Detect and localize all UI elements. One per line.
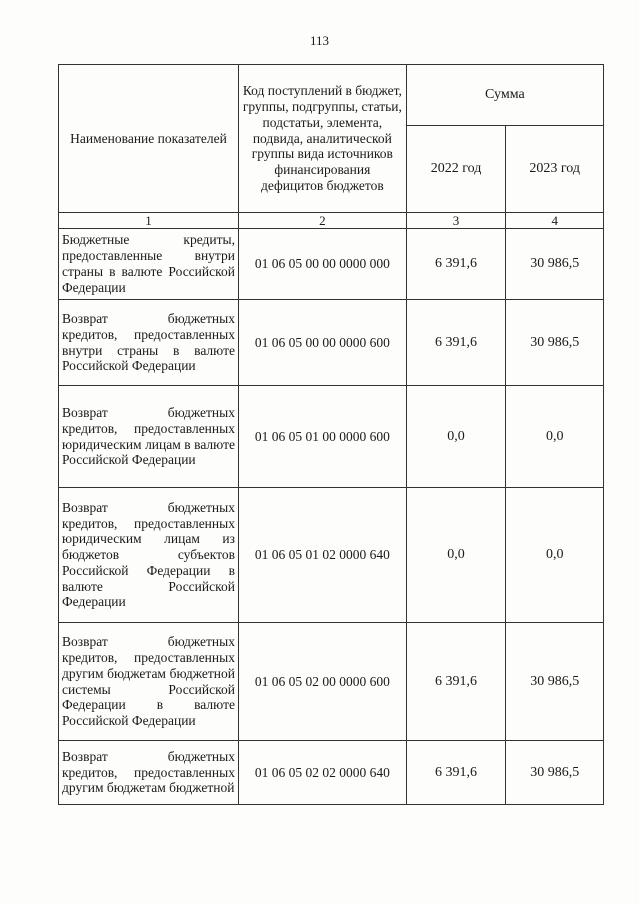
row-name: Возврат бюджетных кредитов, предоставленных другим бюджетам бюджетной системы Российской Федерации в валюте Российской Федерации [59,623,239,741]
table-row [59,623,604,741]
row-code: 01 06 05 02 00 0000 600 [238,623,406,741]
page-number: 113 [309,33,330,48]
table-row [59,300,604,386]
table-row [59,386,604,488]
row-value-2022: 6 391,6 [406,229,506,300]
header-code: Код поступлений в бюджет, группы, подгруппы, статьи, подстатьи, элемента, подвида, аналитической группы вида источников финансирования дефицитов бюджетов [238,65,406,213]
header-year-2022: 2022 год [406,126,506,213]
col-number: 2 [238,213,406,229]
row-code: 01 06 05 01 02 0000 640 [238,488,406,623]
row-name: Возврат бюджетных кредитов, предоставленных внутри страны в валюте Российской Федерации [59,300,239,386]
table-row [59,741,604,805]
row-value-2023: 0,0 [506,386,604,488]
row-value-2022: 0,0 [406,386,506,488]
budget-table [58,64,604,805]
row-value-2023: 0,0 [506,488,604,623]
table-row [59,488,604,623]
row-value-2023: 30 986,5 [506,623,604,741]
row-name: Возврат бюджетных кредитов, предоставленных другим бюджетам бюджетной [59,741,239,805]
table-row [59,229,604,300]
row-name: Бюджетные кредиты, предоставленные внутри страны в валюте Российской Федерации [59,229,239,300]
col-number: 4 [506,213,604,229]
row-name: Возврат бюджетных кредитов, предоставленных юридическим лицам из бюджетов субъектов Российской Федерации в валюте Российской Федерации [59,488,239,623]
col-number: 3 [406,213,506,229]
row-value-2023: 30 986,5 [506,300,604,386]
row-value-2022: 0,0 [406,488,506,623]
row-code: 01 06 05 00 00 0000 600 [238,300,406,386]
row-value-2022: 6 391,6 [406,300,506,386]
header-year-2023: 2023 год [506,126,604,213]
row-code: 01 06 05 00 00 0000 000 [238,229,406,300]
row-value-2023: 30 986,5 [506,229,604,300]
header-sum: Сумма [406,65,603,126]
header-name: Наименование показателей [59,65,239,213]
col-number: 1 [59,213,239,229]
row-name: Возврат бюджетных кредитов, предоставленных юридическим лицам в валюте Российской Федерации [59,386,239,488]
row-value-2022: 6 391,6 [406,623,506,741]
row-value-2022: 6 391,6 [406,741,506,805]
row-value-2023: 30 986,5 [506,741,604,805]
column-numbers-row [59,213,604,229]
row-code: 01 06 05 02 02 0000 640 [238,741,406,805]
row-code: 01 06 05 01 00 0000 600 [238,386,406,488]
